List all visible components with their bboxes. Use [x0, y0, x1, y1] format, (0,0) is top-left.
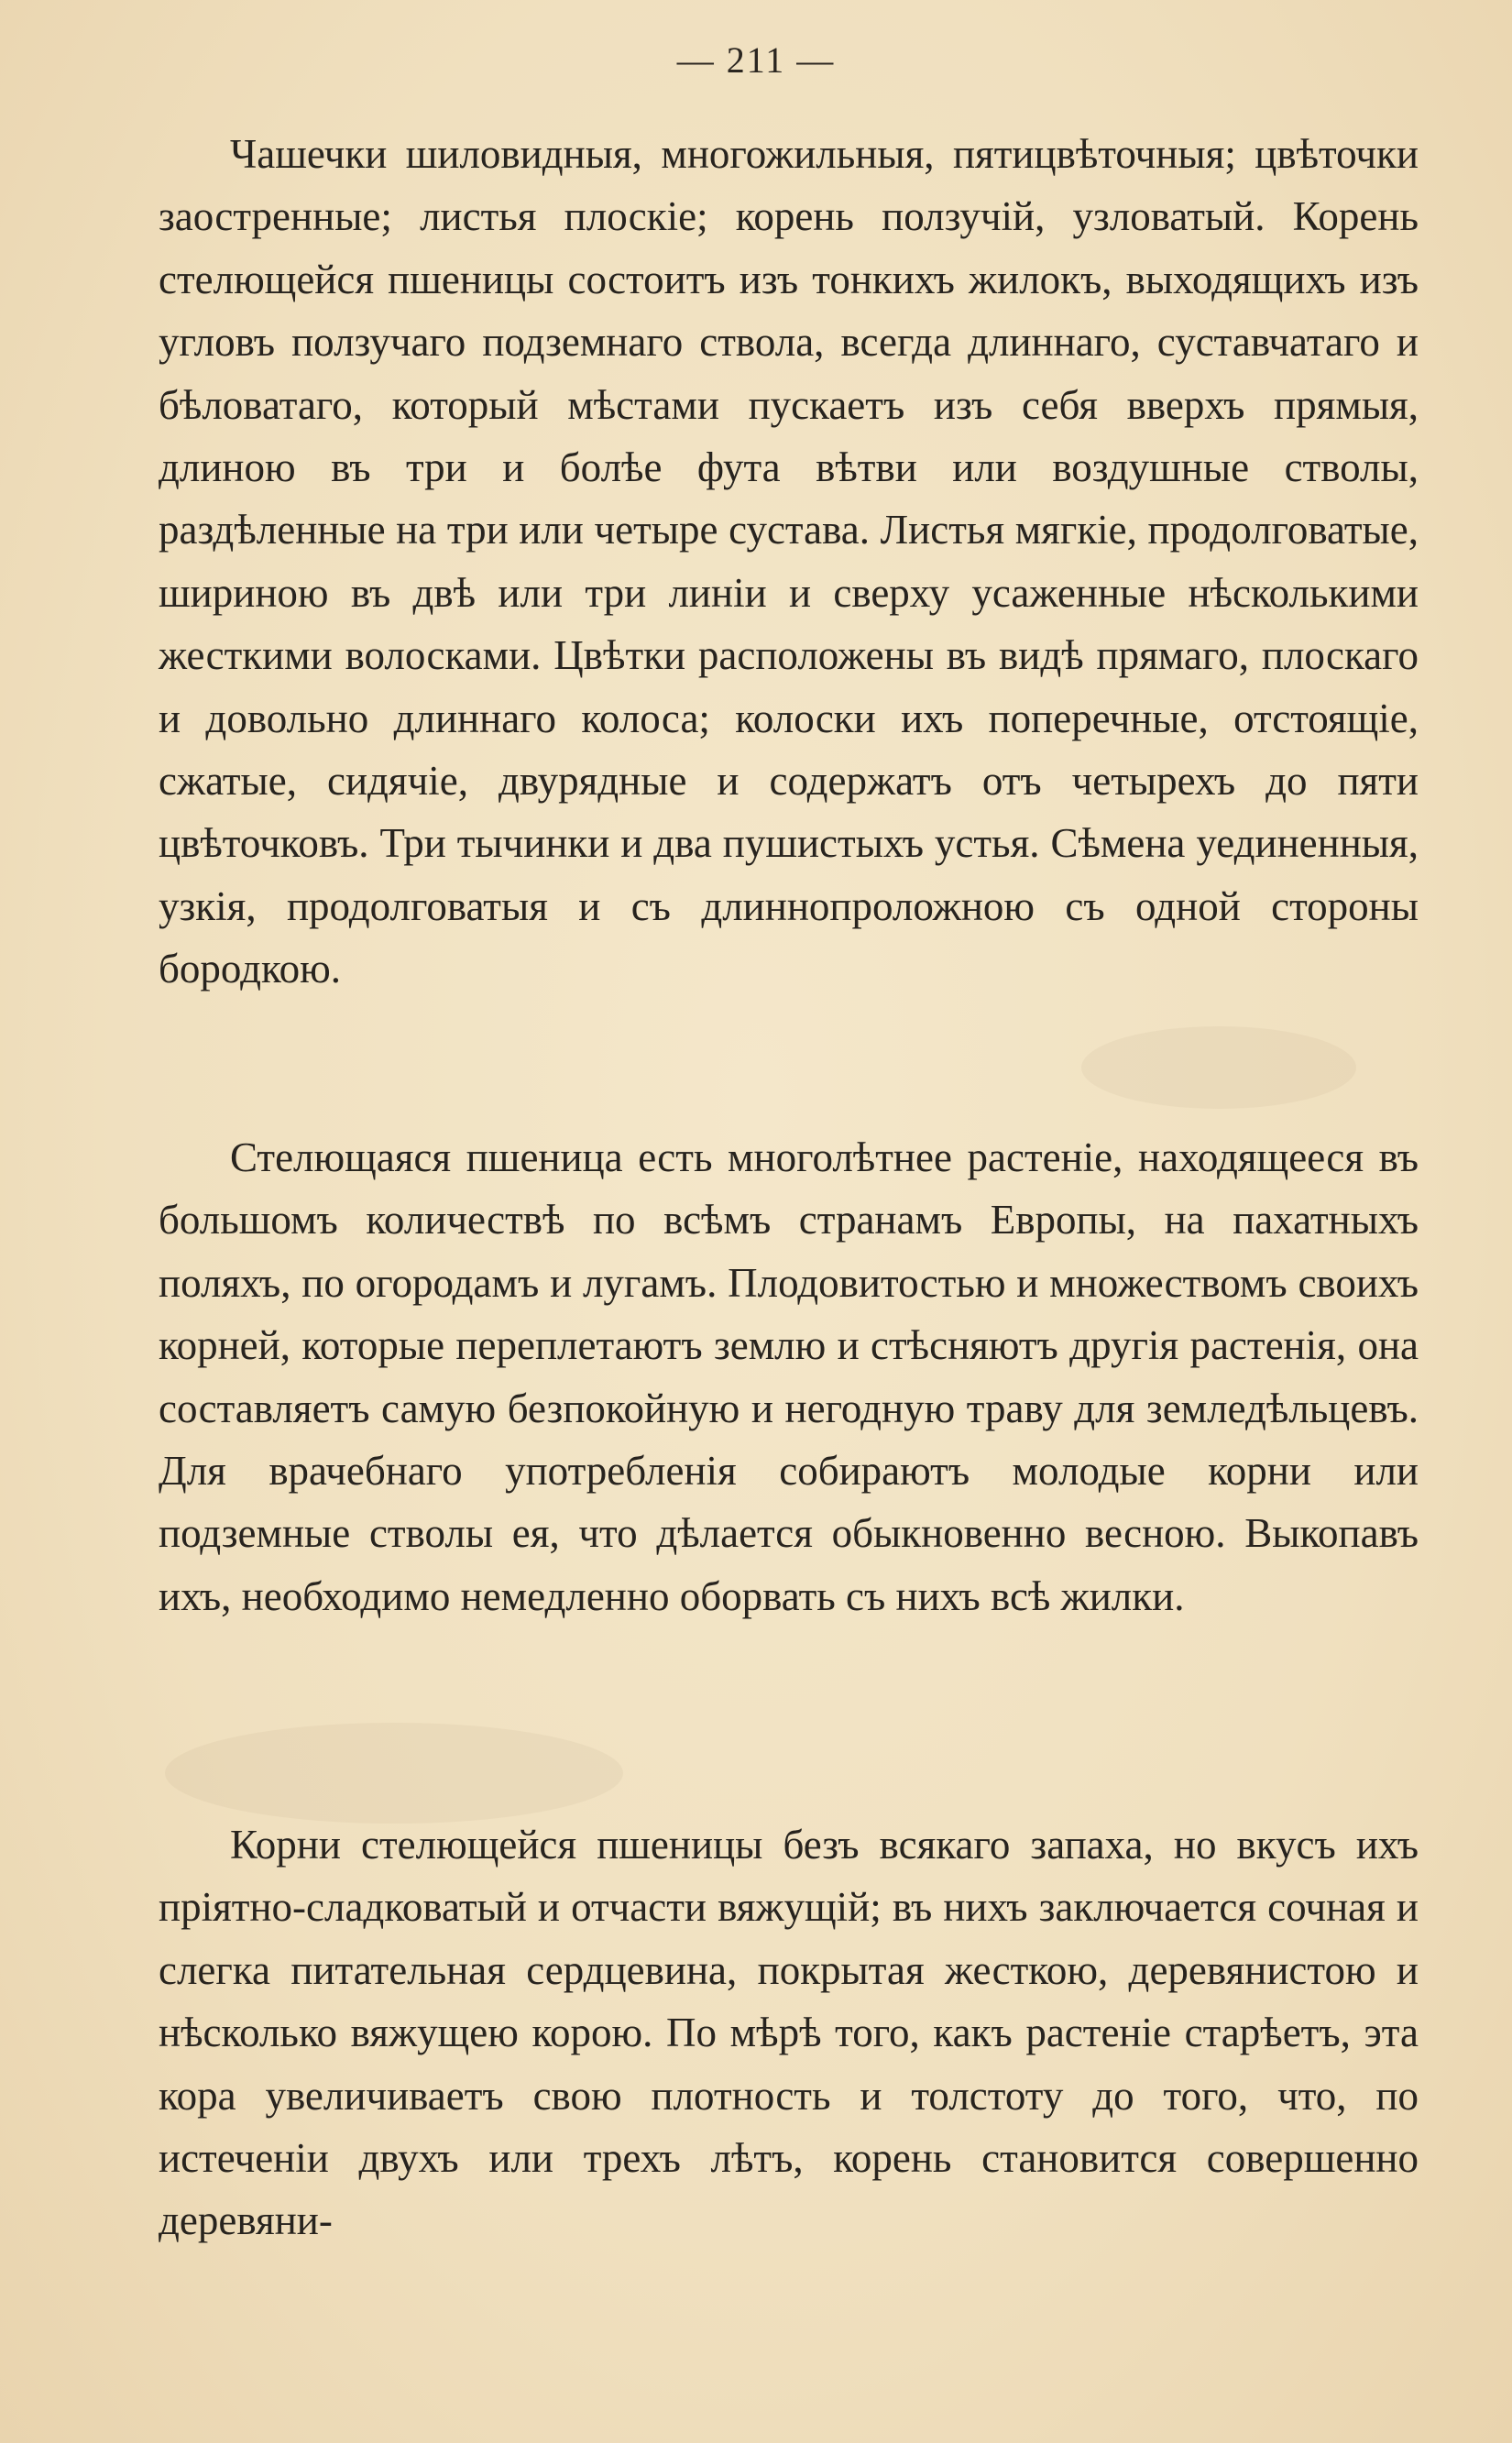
paragraph-1: Чашечки шиловидныя, многожильныя, пятицвѣточныя; цвѣточки заостренные; листья плоскіе; корень ползучій, узловатый. Корень стелющейся пшеницы состоитъ изъ тонкихъ жилокъ, выходящихъ изъ угловъ ползучаго подземнаго ствола, всегда длиннаго, суставчатаго и бѣловатаго, который мѣстами пускаетъ изъ себя вверхъ прямыя, длиною въ три и болѣе фута вѣтви или воздушные стволы, раздѣленные на три или четыре сустава. Листья мягкіе, продолговатые, шириною въ двѣ или три линіи и сверху усаженные нѣсколькими жесткими волосками. Цвѣтки расположены въ видѣ прямаго, плоскаго и довольно длиннаго колоса; колоски ихъ поперечные, отстоящіе, сжатые, сидячіе, двурядные и содержатъ отъ четырехъ до пяти цвѣточковъ. Три тычинки и два пушистыхъ устья. Сѣмена уединенныя, узкія, продолговатыя и съ длиннопроложною съ одной стороны бородкою.	[159, 131, 1419, 992]
paper-stain	[1081, 1026, 1356, 1109]
paragraph-2: Стелющаяся пшеница есть многолѣтнее растеніе, находящееся въ большомъ количествѣ по всѣмъ странамъ Европы, на пахатныхъ поляхъ, по огородамъ и лугамъ. Плодовитостью и множествомъ своихъ корней, которые переплетаютъ землю и стѣсняютъ другія растенія, она составляетъ самую безпокойную и негодную траву для земледѣльцевъ. Для врачебнаго употребленія собираютъ молодые корни или подземные стволы ея, что дѣлается обыкновенно весною. Выкопавъ ихъ, необходимо немедленно оборвать съ нихъ всѣ жилки.	[159, 1134, 1419, 1619]
paper-stain	[165, 1723, 623, 1824]
paragraph-3: Корни стелющейся пшеницы безъ всякаго запаха, но вкусъ ихъ пріятно-сладковатый и отчасти вяжущій; въ нихъ заключается сочная и слегка питательная сердцевина, покрытая жесткою, деревянистою и нѣсколько вяжущею корою. По мѣрѣ того, какъ растеніе старѣетъ, эта кора увеличиваетъ свою плотность и толстоту до того, что, по истеченіи двухъ или трехъ лѣтъ, корень становится совершенно деревяни-	[159, 1822, 1419, 2244]
page-number: — 211 —	[676, 39, 836, 81]
